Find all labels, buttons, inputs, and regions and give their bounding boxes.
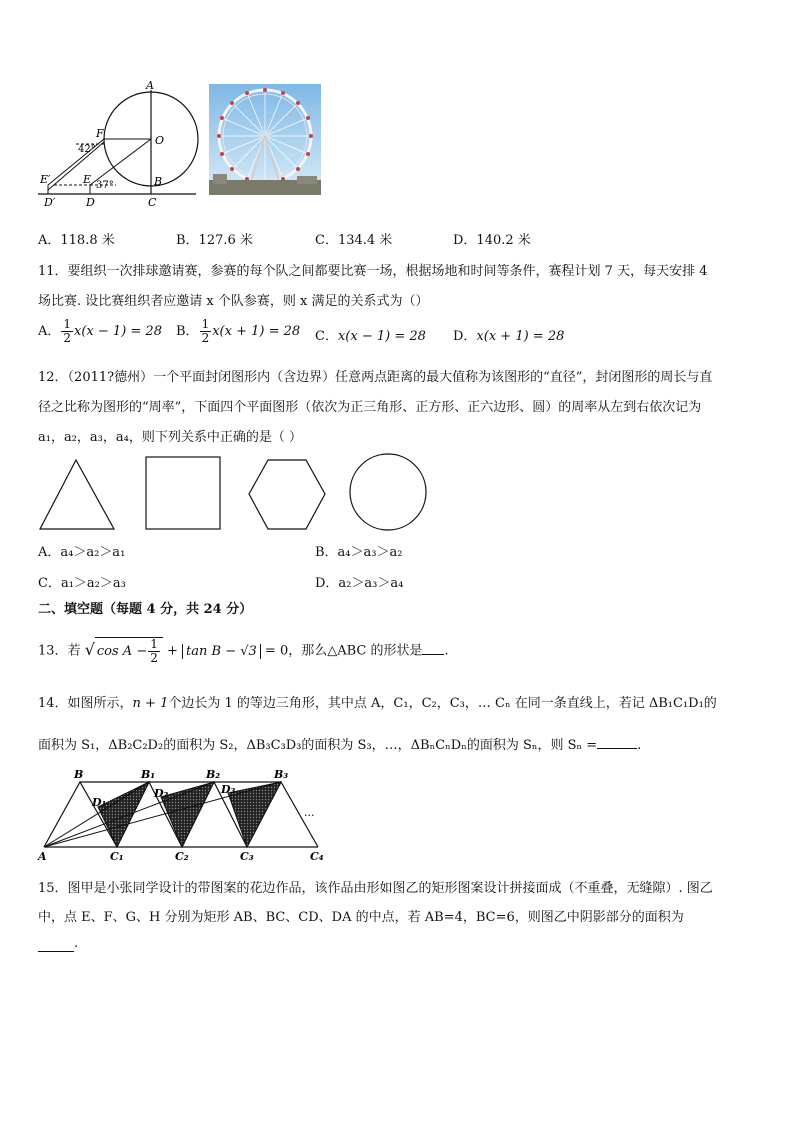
q12-option-d[interactable]: D．a₂＞a₃＞a₄: [315, 576, 404, 591]
q10-option-c[interactable]: C．134.4 米: [315, 233, 393, 248]
q11-option-a[interactable]: A． $\frac{1}{2}$ x(x − 1) = 28: [38, 317, 162, 345]
q12-text-line2: 径之比称为图形的“周率”，下面四个平面图形（依次为正三角形、正方形、正六边形、圆）的周率从左到右依次记为: [38, 400, 702, 415]
q15-text-line1: 15．图甲是小张同学设计的带图案的花边作品，该作品由形如图乙的矩形图案设计拼接面成（不重叠，无缝隙）. 图乙: [38, 881, 713, 896]
q14-label-c4: C₄: [310, 850, 324, 863]
q14-label-c2: C₂: [175, 850, 189, 863]
ferris-wheel-photo: [209, 84, 321, 195]
q10-geometry-figure: [36, 78, 206, 213]
regular-hexagon-shape: [249, 460, 325, 529]
q14-label-b2: B₂: [206, 768, 221, 781]
q13-text: 13．若 √ cos A − $\frac{1}{2}$ + tan B − √3 = 0，那么△ABC 的形状是 .: [38, 637, 449, 665]
q10-label-d: D: [86, 196, 95, 209]
q10-option-a[interactable]: A．118.8 米: [38, 233, 115, 248]
q11-option-d[interactable]: D．x(x + 1) = 28: [453, 329, 565, 344]
q10-label-d-prime: D′: [44, 196, 56, 209]
q14-label-ellipsis: ...: [304, 806, 315, 819]
q10-label-angle37: 37°: [96, 180, 114, 191]
q10-label-o: O: [155, 134, 165, 147]
q10-label-e-prime: E′: [40, 173, 51, 186]
q10-option-b[interactable]: B．127.6 米: [176, 233, 253, 248]
q14-label-b: B: [74, 768, 84, 781]
q12-shapes-figure: [36, 452, 436, 536]
circle-shape: [350, 454, 426, 530]
q14-text-line2: 面积为 S₁，ΔB₂C₂D₂的面积为 S₂，ΔB₃C₃D₃的面积为 S₃，…，ΔBₙCₙDₙ的面积为 Sₙ，则 Sₙ = .: [38, 738, 642, 753]
q11-option-b[interactable]: B． $\frac{1}{2}$ x(x + 1) = 28: [176, 317, 301, 345]
q14-label-d1: D₁: [92, 796, 107, 809]
equilateral-triangle-shape: [40, 460, 114, 529]
section-heading-fill-in: 二、填空题（每题 4 分，共 24 分）: [38, 602, 253, 617]
q10-label-b: B: [154, 175, 163, 188]
q12-option-b[interactable]: B．a₄＞a₃＞a₂: [315, 545, 403, 560]
shaded-triangle-1: [98, 782, 149, 847]
q12-option-a[interactable]: A．a₄＞a₂＞a₁: [38, 545, 126, 560]
q12-text-line3: a₁，a₂，a₃，a₄，则下列关系中正确的是（ ）: [38, 430, 302, 445]
q15-answer-blank[interactable]: [38, 936, 74, 952]
q12-option-c[interactable]: C．a₁＞a₂＞a₃: [38, 576, 126, 591]
q11-text-line2: 场比赛. 设比赛组织者应邀请 x 个队参赛，则 x 满足的关系式为（）: [38, 294, 429, 309]
q10-label-a: A: [146, 79, 154, 92]
square-shape: [146, 457, 220, 529]
q11-option-c[interactable]: C．x(x − 1) = 28: [315, 329, 426, 344]
q15-text-line3: .: [38, 936, 78, 952]
q13-answer-blank[interactable]: [422, 654, 444, 655]
q14-label-d3: D₃: [221, 783, 236, 796]
q10-label-angle42: 42°: [78, 144, 96, 155]
q14-label-a: A: [38, 850, 47, 863]
q10-label-f: F: [96, 127, 104, 140]
q14-label-c3: C₃: [240, 850, 254, 863]
q14-triangles-figure: [36, 768, 336, 864]
q12-text-line1: 12．（2011?德州）一个平面封闭图形内（含边界）任意两点距离的最大值称为该图形的“直径”，封闭图形的周长与直: [38, 370, 713, 385]
q14-label-b1: B₁: [141, 768, 156, 781]
q10-option-d[interactable]: D．140.2 米: [453, 233, 531, 248]
q11-text-line1: 11．要组织一次排球邀请赛，参赛的每个队之间都要比赛一场，根据场地和时间等条件，赛程计划 7 天，每天安排 4: [38, 264, 708, 279]
q14-label-c1: C₁: [110, 850, 124, 863]
shaded-triangle-3: [228, 782, 281, 847]
q14-text-line1: 14．如图所示，n + 1个边长为 1 的等边三角形，其中点 A，C₁，C₂，C₃，… Cₙ 在同一条直线上，若记 ΔB₁C₁D₁的: [38, 696, 717, 711]
q10-label-c: C: [148, 196, 157, 209]
q14-label-d2: D₂: [154, 787, 169, 800]
q14-answer-blank[interactable]: [597, 748, 637, 749]
q15-text-line2: 中，点 E、F、G、H 分别为矩形 AB、BC、CD、DA 的中点，若 AB=4，BC=6，则图乙中阴影部分的面积为: [38, 910, 684, 925]
q14-label-b3: B₃: [274, 768, 289, 781]
q10-label-e: E: [83, 173, 92, 186]
